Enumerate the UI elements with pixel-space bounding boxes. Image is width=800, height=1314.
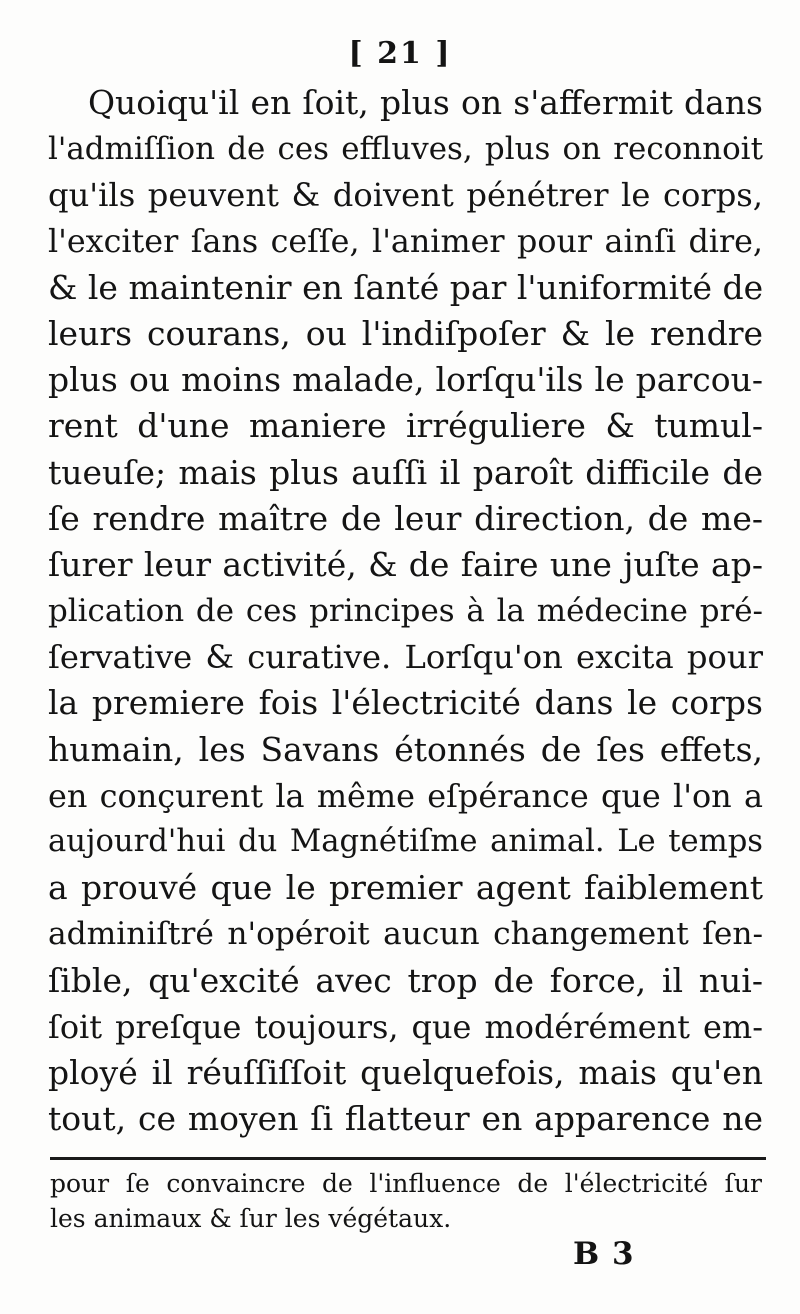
footnote [50, 1166, 762, 1236]
text-line: la premiere fois l'électricité dans le corps [48, 683, 763, 723]
text-line: qu'ils peuvent & doivent pénétrer le corps, [48, 176, 763, 215]
text-line: plication de ces principes à la médecine pré- [48, 593, 763, 630]
text-line: plus ou moins malade, lorſqu'ils le parcou- [48, 360, 763, 400]
footnote-line: les animaux & ſur les végétaux. [50, 1204, 452, 1233]
text-line: & le maintenir en ſanté par l'uniformité de [48, 267, 764, 307]
text-line: ſoit preſque toujours, que modérément em- [48, 1007, 763, 1046]
signature-mark: B 3 [573, 1236, 635, 1272]
text-line: l'exciter ſans ceſſe, l'animer pour ainſi dire, [48, 223, 763, 260]
text-line: tout, ce moyen ſi flatteur en apparence ne [48, 1099, 763, 1139]
text-line: tueuſe; mais plus auſſi il paroît difficile de [48, 452, 763, 492]
text-line: Quoiqu'il en ſoit, plus on s'affermit dans [88, 83, 763, 122]
body-text [48, 80, 763, 1142]
footnote-divider [50, 1157, 766, 1160]
page-number: [ 21 ] [348, 36, 452, 71]
text-line: humain, les Savans étonnés de ſes effets, [48, 729, 763, 769]
text-line: ſible, qu'excité avec trop de force, il nui- [48, 960, 763, 1000]
text-line: ſurer leur activité, & de faire une juſte ap- [48, 544, 763, 584]
text-line: ſe rendre maître de leur direction, de me- [48, 498, 763, 538]
text-line: adminiſtré n'opéroit aucun changement ſen- [48, 916, 763, 953]
footnote-line: pour ſe convaincre de l'influence de l'électricité ſur [50, 1169, 762, 1198]
text-line: rent d'une maniere irréguliere & tumul- [48, 406, 763, 446]
text-line: en conçurent la même eſpérance que l'on a [48, 776, 763, 815]
text-line: l'admiſſion de ces effluves, plus on reconnoit [48, 131, 763, 168]
text-line: ployé il réuſſiſſoit quelquefois, mais qu'en [48, 1052, 763, 1092]
text-line: leurs courans, ou l'indiſpoſer & le rendre [48, 313, 763, 353]
text-line: aujourd'hui du Magnétiſme animal. Le temps [48, 824, 763, 859]
text-line: ſervative & curative. Lorſqu'on excita pour [48, 638, 763, 677]
text-line: a prouvé que le premier agent faiblement [48, 868, 763, 908]
